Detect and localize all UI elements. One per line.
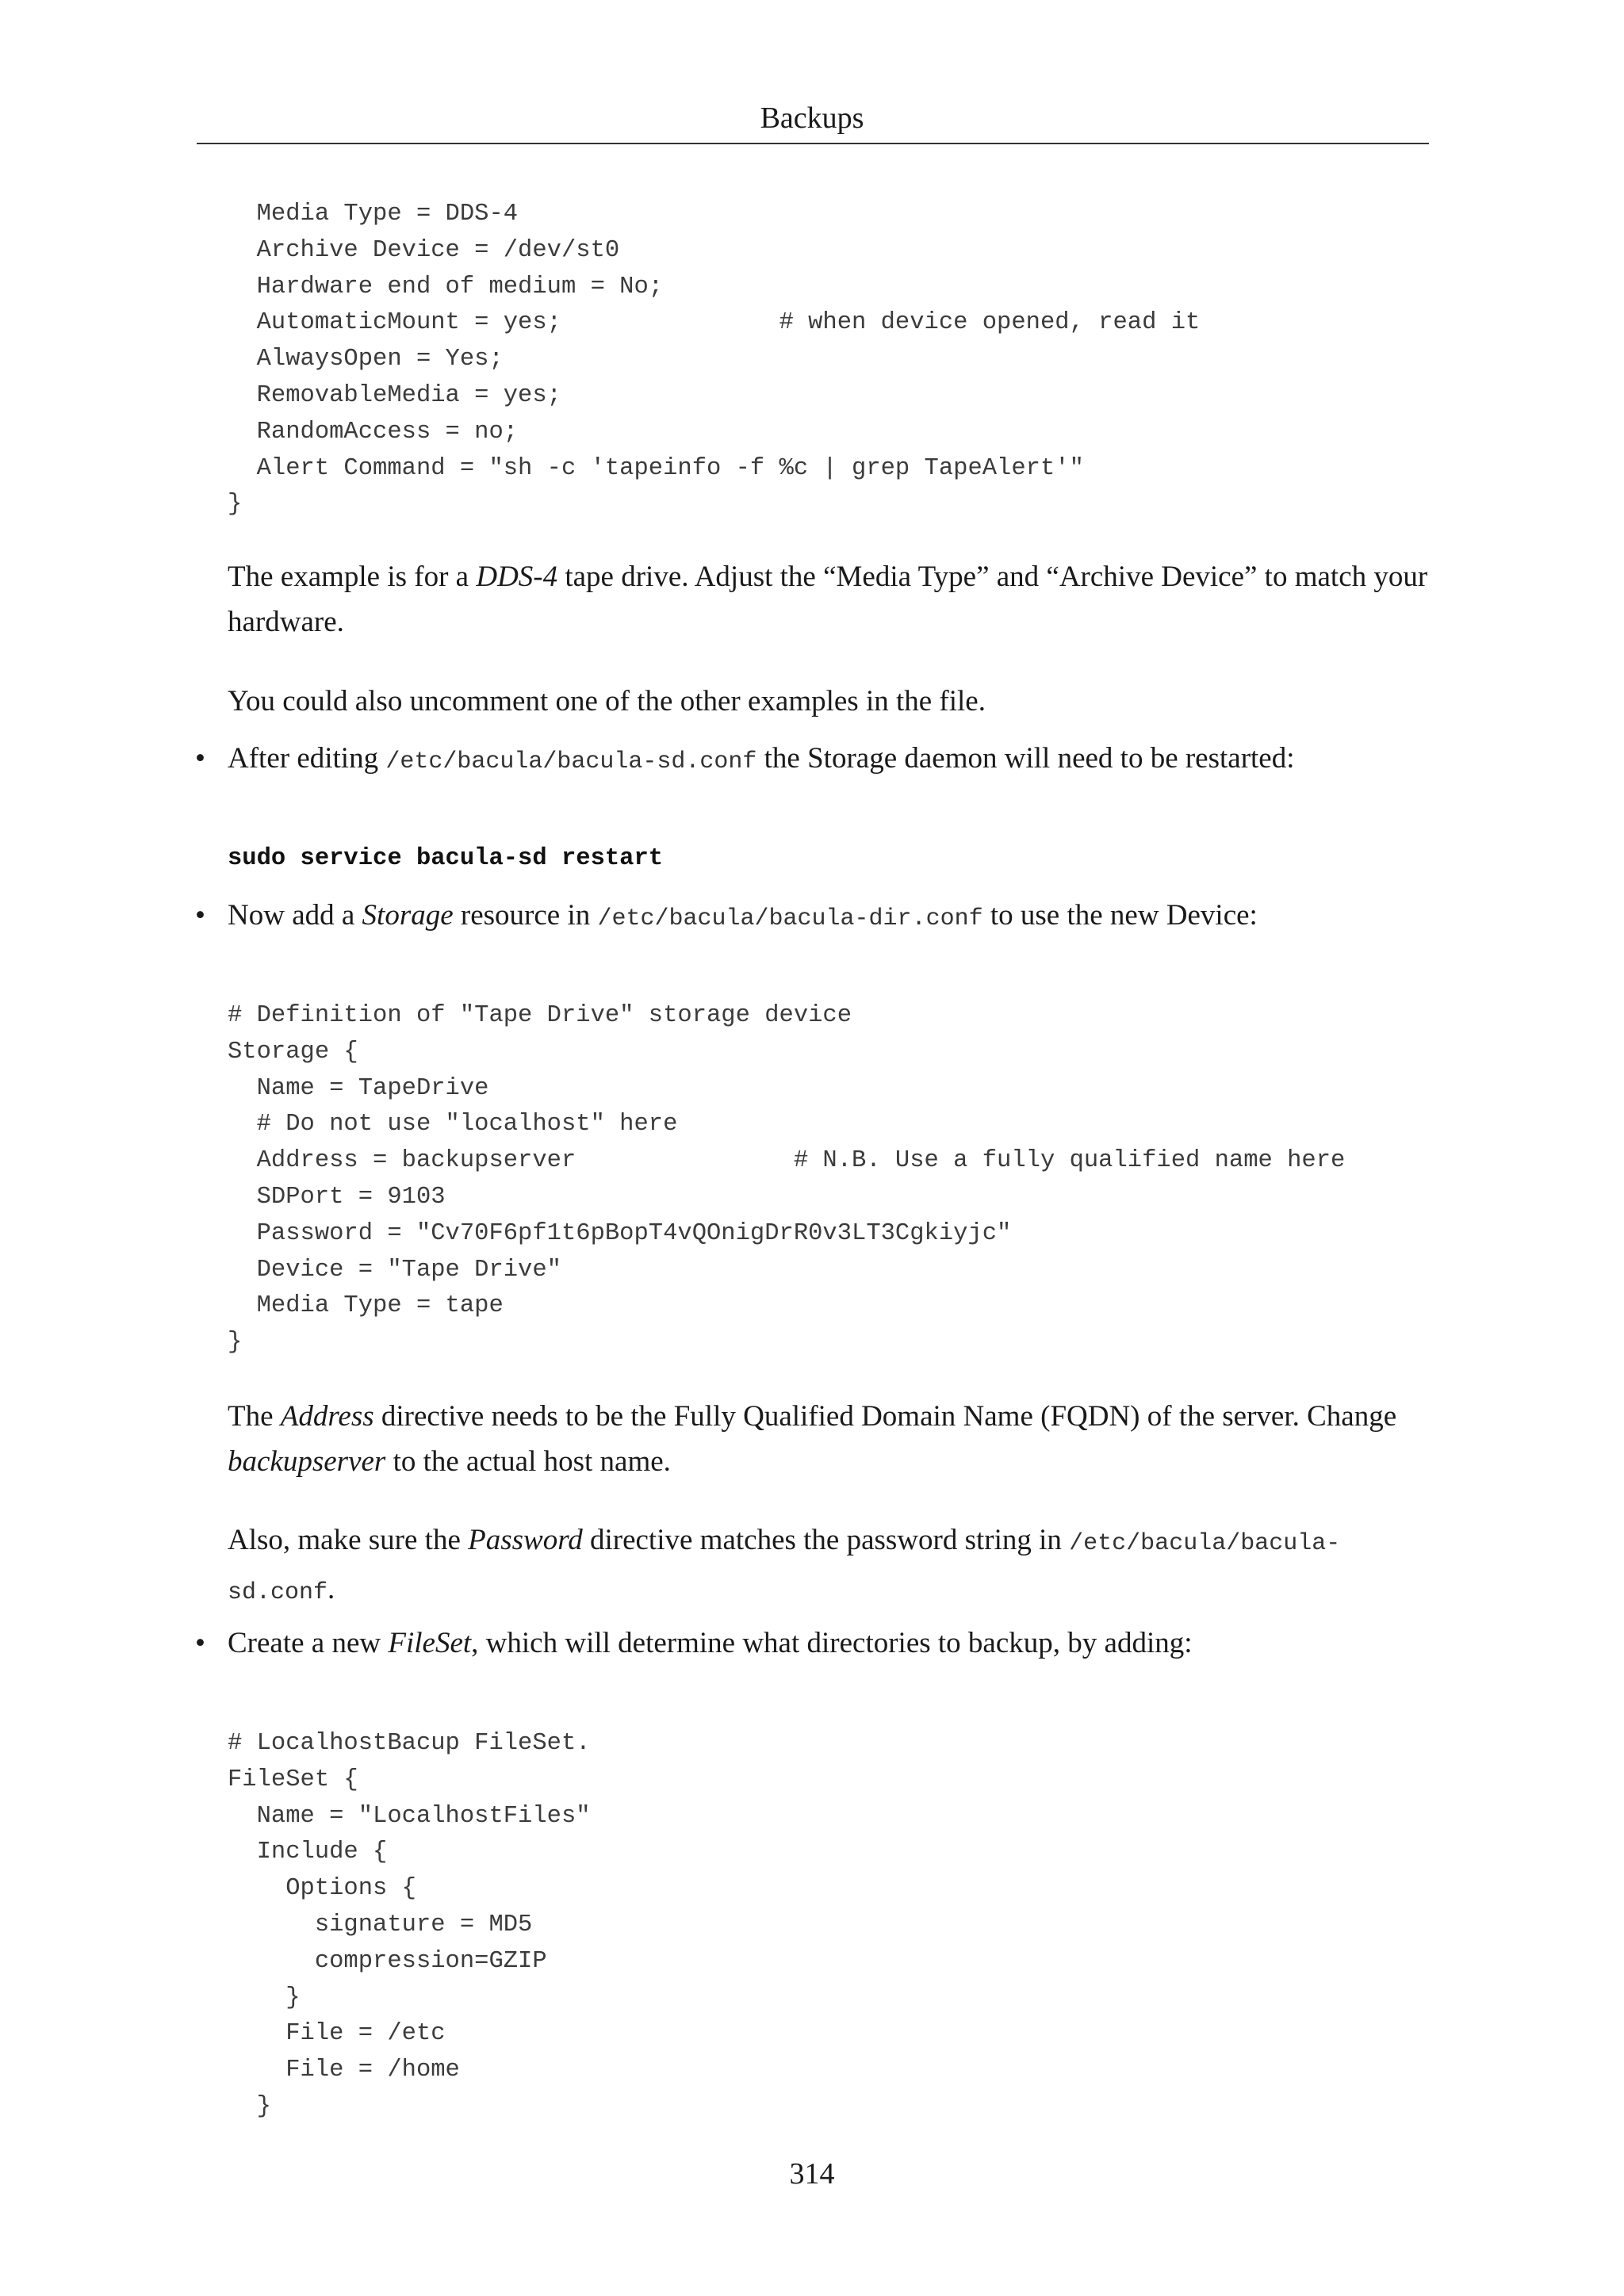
bullet-create-fileset: Create a new FileSet, which will determine what directories to backup, by adding: [228,1627,1193,1659]
paragraph-uncomment-note: You could also uncomment one of the other examples in the file. [228,685,986,718]
bullet-add-storage-resource: Now add a Storage resource in /etc/bacula/bacula-dir.conf to use the new Device: [228,899,1258,932]
paragraph-address-directive: The Address directive needs to be the Fully Qualified Domain Name (FQDN) of the server. Change backupserver to the actual host name. [228,1400,1397,1478]
paragraph-password-directive: Also, make sure the Password directive matches the password string in /etc/bacula/bacula- sd.conf. [228,1524,1341,1606]
bullet-marker: • [195,742,205,775]
path-bacula-sd-conf: /etc/bacula/bacula-sd.conf [385,748,757,775]
bullet-restart-storage-daemon: After editing /etc/bacula/bacula-sd.conf the Storage daemon will need to be restarted: [228,742,1295,775]
bullet-marker: • [195,1627,205,1659]
header-rule [197,143,1429,144]
code-block-fileset: # LocalhostBacup FileSet. FileSet { Name = "LocalhostFiles" Include { Options { signature = MD5 compression=GZIP } File = /etc File = /home } [228,1730,591,2120]
running-header: Backups [760,101,864,135]
paragraph-dds4-note: The example is for a DDS-4 tape drive. Adjust the “Media Type” and “Archive Device” to match your hardware. [228,561,1428,638]
code-block-storage-resource: # Definition of "Tape Drive" storage device Storage { Name = TapeDrive # Do not use "localhost" here Address = backupserver # N.B. Use a fully qualified name here SDPort = 9103 Password = "Cv70F6pf1t6pBopT4vQOnigDrR0v3LT3Cgkiyjc" Device = "Tape Drive" Media Type = tape } [228,1002,1346,1357]
page-number: 314 [789,2157,835,2191]
bullet-marker: • [195,899,205,932]
command-restart: sudo service bacula-sd restart [228,845,664,872]
code-block-device-config: Media Type = DDS-4 Archive Device = /dev/st0 Hardware end of medium = No; AutomaticMount = yes; # when device opened, read it AlwaysOpen = Yes; RemovableMedia = yes; RandomAccess = no; Alert Command = "sh -c 'tapeinfo -f %c | grep TapeAlert'" } [228,201,1201,519]
path-bacula-dir-conf: /etc/bacula/bacula-dir.conf [597,905,983,932]
